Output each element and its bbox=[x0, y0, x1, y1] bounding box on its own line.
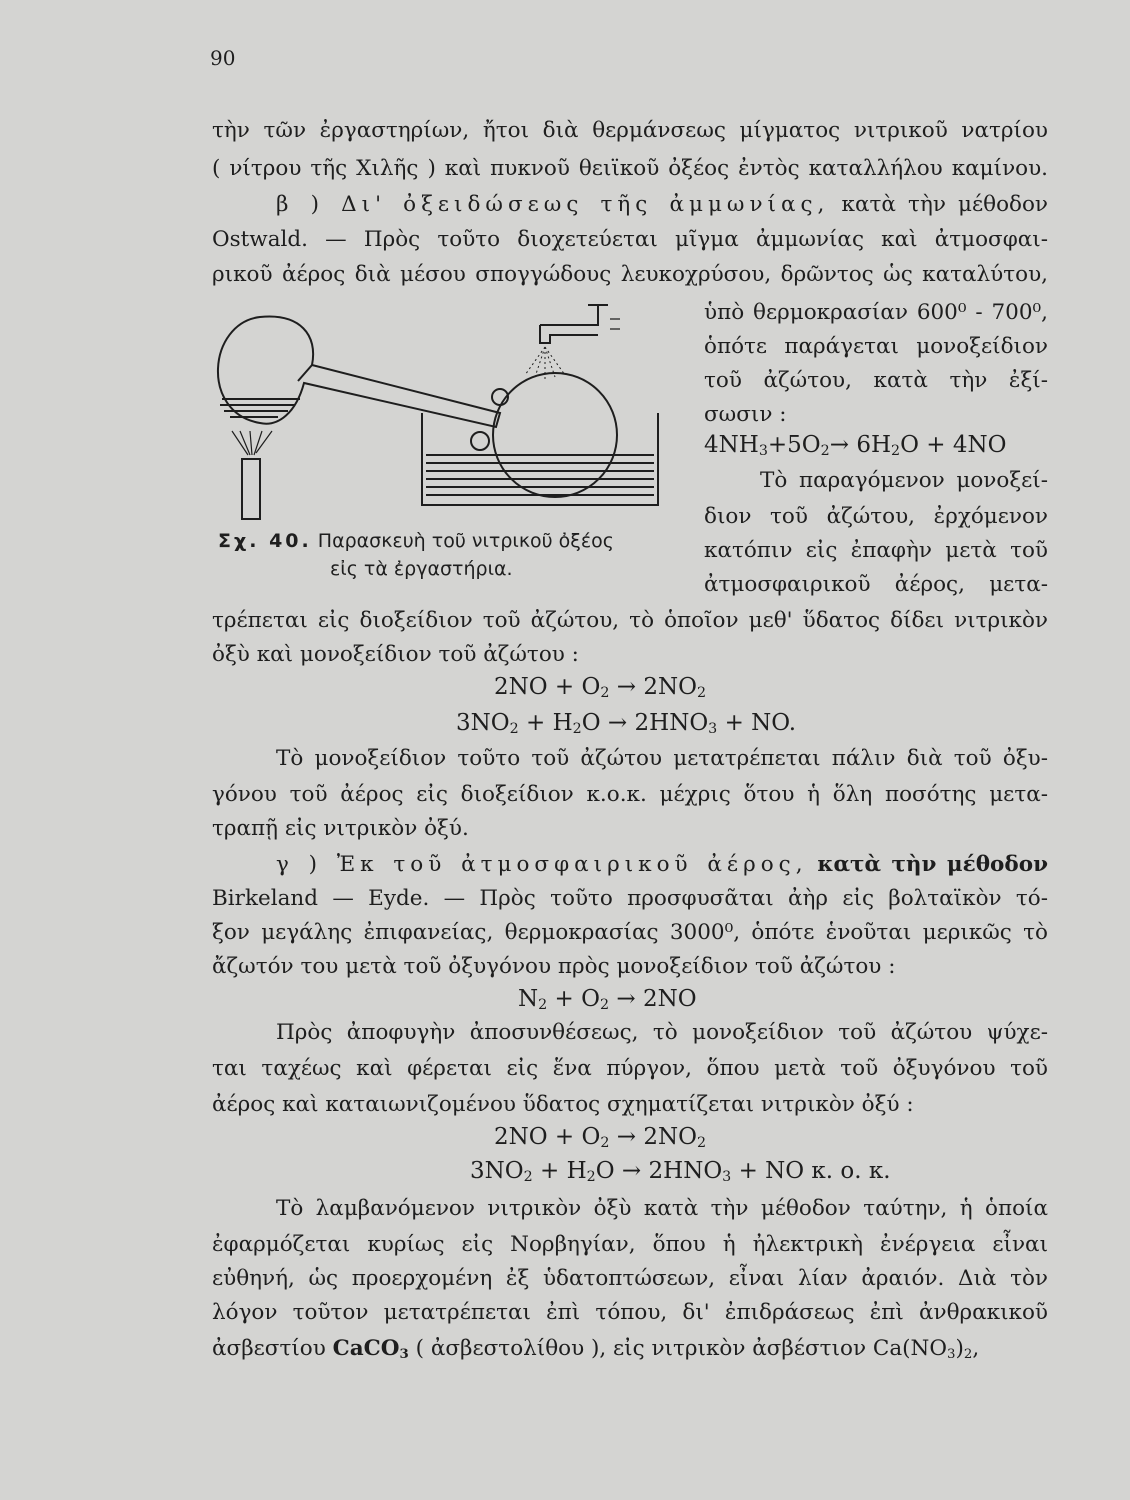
eq-subscript: 2 bbox=[820, 443, 830, 459]
caption-line-1: Παρασκευὴ τοῦ νιτρικοῦ ὀξέος bbox=[317, 530, 614, 552]
figure-caption bbox=[218, 528, 678, 554]
eq-term: O + 4NO bbox=[900, 432, 1007, 458]
eq-term: 2NO bbox=[643, 1124, 697, 1150]
caption-line-2: εἰς τὰ ἐργαστήρια. bbox=[330, 558, 513, 580]
heading-text: γ ) Ἐκ τοῦ ἀτμοσφαιρικοῦ ἀέρος, bbox=[276, 852, 808, 877]
text-line: ὁπότε παράγεται μονοξείδιον bbox=[704, 334, 1048, 359]
figure-label: Σχ. 40. bbox=[218, 530, 312, 552]
eq-term: Ca(NO bbox=[872, 1336, 947, 1361]
eq-term: 2NO + O bbox=[494, 1124, 601, 1150]
apparatus-illustration bbox=[200, 295, 670, 525]
eq-term: N bbox=[518, 986, 539, 1012]
text-line: Πρὸς ἀποφυγὴν ἀποσυνθέσεως, τὸ μονοξείδιον τοῦ ἀζώτου ψύχε- bbox=[276, 1020, 1048, 1045]
text-line: Ostwald. — Πρὸς τοῦτο διοχετεύεται μῖγμα ἀμμωνίας καὶ ἀτμοσφαι- bbox=[212, 227, 1048, 252]
text-fragment: ( ἀσβεστολίθου ), εἰς νιτρικὸν ἀσβέστιον bbox=[415, 1336, 867, 1361]
eq-term: 2NO bbox=[643, 674, 697, 700]
equation-b1 bbox=[518, 984, 697, 1020]
eq-term: 2NO + O bbox=[494, 674, 601, 700]
heading-text: β ) Δι' ὀξειδώσεως τῆς ἀμμωνίας, bbox=[276, 192, 830, 217]
eq-arrow: → bbox=[616, 1124, 637, 1150]
text-line: ἄζωτόν του μετὰ τοῦ ὀξυγόνου πρὸς μονοξείδιον τοῦ ἀζώτου : bbox=[212, 954, 896, 979]
eq-term: 2NO bbox=[642, 986, 697, 1012]
eq-term: ) bbox=[955, 1336, 964, 1361]
text-line: ρικοῦ ἀέρος διὰ μέσου σπογγώδους λευκοχρύσου, δρῶντος ὡς καταλύτου, bbox=[212, 262, 1048, 287]
text-line: τοῦ ἀζώτου, κατὰ τὴν ἐξί- bbox=[704, 368, 1048, 393]
eq-term: O bbox=[581, 710, 601, 736]
eq-subscript: 2 bbox=[599, 997, 610, 1013]
text-line: διον τοῦ ἀζώτου, ἐρχόμενον bbox=[704, 504, 1048, 529]
eq-subscript: 2 bbox=[523, 1169, 533, 1185]
text-line: γόνου τοῦ ἀέρος εἰς διοξείδιον κ.ο.κ. μέχρις ὅτου ἡ ὅλη ποσότης μετα- bbox=[212, 782, 1048, 807]
eq-subscript: 2 bbox=[696, 1135, 707, 1151]
equation-a1 bbox=[494, 672, 706, 708]
eq-term: CaCO bbox=[332, 1336, 400, 1361]
eq-term: 3NO bbox=[470, 1158, 524, 1184]
eq-subscript: 2 bbox=[600, 1135, 610, 1151]
eq-subscript: 2 bbox=[586, 1169, 596, 1185]
text-line: ἀτμοσφαιρικοῦ ἀέρος, μετα- bbox=[704, 572, 1048, 597]
text-line: ὀξὺ καὶ μονοξείδιον τοῦ ἀζώτου : bbox=[212, 642, 579, 667]
text-line: κατόπιν εἰς ἐπαφὴν μετὰ τοῦ bbox=[704, 538, 1048, 563]
text-line: ἐφαρμόζεται κυρίως εἰς Νορβηγίαν, ὅπου ἡ ἠλεκτρικὴ ἐνέργεια εἶναι bbox=[212, 1232, 1048, 1257]
text-fragment: ἀσβεστίου bbox=[212, 1336, 326, 1361]
eq-term: 3NO bbox=[456, 710, 510, 736]
eq-subscript: 2 bbox=[696, 685, 707, 701]
eq-term: + O bbox=[554, 986, 600, 1012]
equation-ostwald bbox=[704, 430, 1007, 466]
section-heading-b bbox=[276, 190, 1048, 220]
text-line: ( νίτρου τῆς Χιλῆς ) καὶ πυκνοῦ θειϊκοῦ ὀξέος ἐντὸς καταλλήλου καμίνου. bbox=[212, 156, 1048, 181]
eq-term: 2HNO bbox=[648, 1158, 723, 1184]
formula-cano3: $Ca(NO_3)_2$, bbox=[872, 1336, 980, 1362]
eq-subscript: 3 bbox=[946, 1347, 956, 1362]
eq-term: + H bbox=[540, 1158, 587, 1184]
burner bbox=[242, 459, 260, 519]
page-number: 90 bbox=[210, 46, 236, 70]
text-line: τὴν τῶν ἐργαστηρίων, ἤτοι διὰ θερμάνσεως μίγματος νιτρικοῦ νατρίου bbox=[212, 118, 1048, 143]
text-line: λόγον τοῦτον μετατρέπεται ἐπὶ τόπου, δι' ἐπιδράσεως ἐπὶ ἀνθρακικοῦ bbox=[212, 1300, 1048, 1325]
formula-caco3 bbox=[333, 1336, 409, 1361]
eq-subscript: 3 bbox=[722, 1169, 732, 1185]
text-line: εὐθηνή, ὡς προερχομένη ἐξ ὑδατοπτώσεων, εἶναι λίαν ἀραιόν. Διὰ τὸν bbox=[212, 1266, 1048, 1291]
eq-arrow: → bbox=[621, 1158, 642, 1184]
text-line: Τὸ λαμβανόμενον νιτρικὸν ὀξὺ κατὰ τὴν μέθοδον ταύτην, ἡ ὁποία bbox=[276, 1196, 1048, 1221]
eq-subscript: 3 bbox=[758, 443, 768, 459]
text-line: σωσιν : bbox=[704, 402, 787, 427]
eq-term: 6H bbox=[856, 432, 892, 458]
eq-term: +5O bbox=[767, 432, 821, 458]
text-line: Birkeland — Eyde. — Πρὸς τοῦτο προσφυσᾶται ἀὴρ εἰς βολταϊκὸν τό- bbox=[212, 886, 1048, 911]
eq-arrow: → bbox=[607, 710, 628, 736]
eq-term: + NO. bbox=[724, 710, 797, 736]
eq-subscript: 2 bbox=[891, 443, 901, 459]
eq-subscript: 2 bbox=[538, 997, 548, 1013]
eq-subscript: 3 bbox=[708, 721, 718, 737]
eq-subscript: 2 bbox=[572, 721, 582, 737]
eq-term: + NO κ. ο. κ. bbox=[738, 1158, 891, 1184]
eq-subscript: 2 bbox=[509, 721, 519, 737]
text-line: τρέπεται εἰς διοξείδιον τοῦ ἀζώτου, τὸ ὁποῖον μεθ' ὕδατος δίδει νιτρικὸν bbox=[212, 608, 1048, 633]
text-line: ἀέρος καὶ καταιωνιζομένου ὕδατος σχηματίζεται νιτρικὸν ὀξύ : bbox=[212, 1092, 914, 1117]
eq-subscript: 2 bbox=[963, 1347, 973, 1362]
section-heading-c bbox=[276, 850, 1048, 880]
text-line: τραπῇ εἰς νιτρικὸν ὀξύ. bbox=[212, 816, 469, 841]
eq-term: + H bbox=[526, 710, 573, 736]
flame bbox=[232, 431, 272, 455]
text-line: ξον μεγάλης ἐπιφανείας, θερμοκρασίας 3000⁰, ὁπότε ἑνοῦται μερικῶς τὸ bbox=[212, 920, 1048, 945]
eq-arrow: → bbox=[616, 674, 637, 700]
text-line: ὑπὸ θερμοκρασίαν 600⁰ - 700⁰, bbox=[704, 300, 1048, 325]
eq-arrow: → bbox=[616, 986, 636, 1012]
water-trough bbox=[422, 413, 658, 505]
text-line: ται ταχέως καὶ φέρεται εἰς ἕνα πύργον, ὅπου μετὰ τοῦ ὀξυγόνου τοῦ bbox=[212, 1056, 1048, 1081]
equation-a2 bbox=[456, 708, 796, 744]
heading-tail: κατὰ τὴν μέθοδον bbox=[817, 852, 1048, 877]
equation-c1 bbox=[494, 1122, 706, 1158]
text-line-caco3 bbox=[212, 1334, 1048, 1370]
eq-subscript: 3 bbox=[399, 1346, 409, 1362]
eq-term: O bbox=[595, 1158, 615, 1184]
eq-term: 2HNO bbox=[634, 710, 709, 736]
text-line: Τὸ παραγόμενον μονοξεί- bbox=[760, 468, 1048, 493]
equation-c2 bbox=[470, 1156, 891, 1192]
water-tap bbox=[540, 315, 598, 343]
heading-tail: κατὰ τὴν μέθοδον bbox=[841, 192, 1049, 217]
figure-40 bbox=[200, 295, 670, 525]
eq-term: 4NH bbox=[704, 432, 759, 458]
eq-arrow: → bbox=[829, 432, 850, 458]
text-line: Τὸ μονοξείδιον τοῦτο τοῦ ἀζώτου μετατρέπεται πάλιν διὰ τοῦ ὀξυ- bbox=[276, 746, 1048, 771]
eq-subscript: 2 bbox=[600, 685, 610, 701]
